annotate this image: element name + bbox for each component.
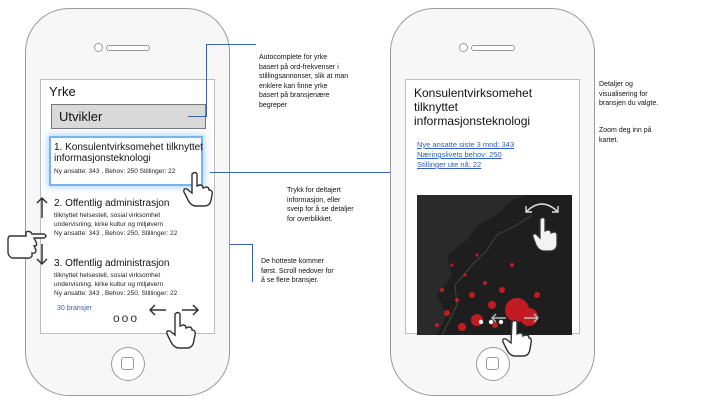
- pager-dots[interactable]: ooo: [113, 311, 140, 325]
- home-button[interactable]: [111, 347, 145, 381]
- annotation-autocomplete-line: begreper: [259, 101, 288, 109]
- connector-autocomplete-top: [206, 44, 256, 45]
- annotation-autocomplete-line: stillingsannonser, slik at man: [259, 73, 349, 80]
- annotation-zoom-line: kartet.: [599, 136, 619, 144]
- annotation-autocomplete-line: basert på ord-frekvenser i: [259, 63, 339, 71]
- annotation-zoom: [599, 126, 652, 145]
- annotation-autocomplete: [259, 53, 348, 110]
- detail-title-line: Konsulentvirksomehet: [414, 86, 533, 100]
- list-item-meta-2-line1: tilknyttet helsestell, sosial virksomhet: [54, 212, 161, 219]
- annotation-hottest-line: å se flere bransjer.: [261, 277, 319, 284]
- hand-pointer-icon: [500, 318, 532, 358]
- list-item-title-2[interactable]: 2. Offentlig administrasjon: [54, 198, 170, 209]
- list-item-meta-3-line1: tilknyttet helsestell, sosial virksomhet: [54, 272, 161, 279]
- annotation-hottest-line: først. Scroll nedover for: [261, 267, 334, 275]
- annotation-tap-line: informasjon, eller: [287, 196, 341, 204]
- annotation-hottest-line: De hotteste kommer: [261, 258, 325, 265]
- business-need-link[interactable]: Næringslivets behov: 250: [417, 150, 502, 159]
- annotation-tap: [287, 186, 354, 224]
- phone-speaker: [106, 45, 150, 51]
- detail-title: [414, 86, 532, 128]
- list-item-meta-2: [54, 211, 214, 238]
- list-item-meta-3: [54, 271, 214, 298]
- phone-speaker: [471, 45, 515, 51]
- connector-autocomplete-bottom: [188, 116, 207, 117]
- detail-title-line: informasjonsteknologi: [414, 114, 531, 128]
- hand-pointer-icon: [530, 215, 560, 253]
- connector-hottest-vert: [252, 244, 253, 282]
- annotation-details-line: visualisering for: [599, 90, 648, 98]
- annotation-autocomplete-line: enklere kan finne yrke: [259, 82, 328, 90]
- detail-title-line: tilknyttet: [414, 100, 459, 114]
- annotation-autocomplete-line: basert på bransjenære: [259, 92, 330, 99]
- list-item-title-3[interactable]: 3. Offentlig administrasjon: [54, 258, 170, 269]
- annotation-tap-line: for overblikket.: [287, 215, 333, 223]
- annotation-details-line: bransjen du valgte.: [599, 100, 659, 107]
- list-item-title-1[interactable]: [54, 142, 204, 164]
- connector-hottest: [230, 244, 252, 245]
- screen-title: Yrke: [49, 84, 76, 99]
- search-input[interactable]: Utvikler: [51, 104, 206, 129]
- annotation-zoom-line: Zoom deg inn på: [599, 127, 652, 134]
- connector-autocomplete: [206, 44, 207, 116]
- open-positions-link[interactable]: Stillinger ute nå: 22: [417, 160, 482, 169]
- new-employees-link[interactable]: Nye ansatte siste 3 mnd: 343: [417, 140, 515, 149]
- hand-pointer-icon: [163, 310, 197, 350]
- right-phone: [390, 8, 595, 396]
- list-item-meta-2-line2: undervisning, kirke kultur og miljøvern: [54, 221, 164, 228]
- annotation-autocomplete-line: Autocomplete for yrke: [259, 54, 328, 61]
- list-item-meta-3-line3: Ny ansatte: 343 , Behov: 250, Stillinger: 22: [54, 290, 178, 297]
- hand-pointer-icon: [6, 222, 48, 262]
- annotation-hottest: [261, 257, 334, 286]
- annotation-tap-line: Trykk for deltajert: [287, 187, 341, 194]
- annotation-details: [599, 80, 658, 109]
- annotation-tap-line: sveip for å se detaljer: [287, 206, 354, 213]
- list-item-meta-3-line2: undervisning, kirke kultur og miljøvern: [54, 281, 164, 288]
- phone-camera: [94, 43, 103, 52]
- list-item-meta-1: Ny ansatte: 343 , Behov: 250 Stillinger: 22: [54, 168, 176, 175]
- list-item-meta-2-line3: Ny ansatte: 343 , Behov: 250, Stillinger: 22: [54, 230, 178, 237]
- list-item-title-1-text: 1. Konsulentvirksomehet tilknyttet informasjonsteknologi: [54, 142, 203, 164]
- count-link[interactable]: 30 bransjer: [57, 305, 93, 312]
- hand-pointer-icon: [180, 170, 214, 208]
- annotation-details-line: Detaljer og: [599, 81, 633, 88]
- phone-camera: [459, 43, 468, 52]
